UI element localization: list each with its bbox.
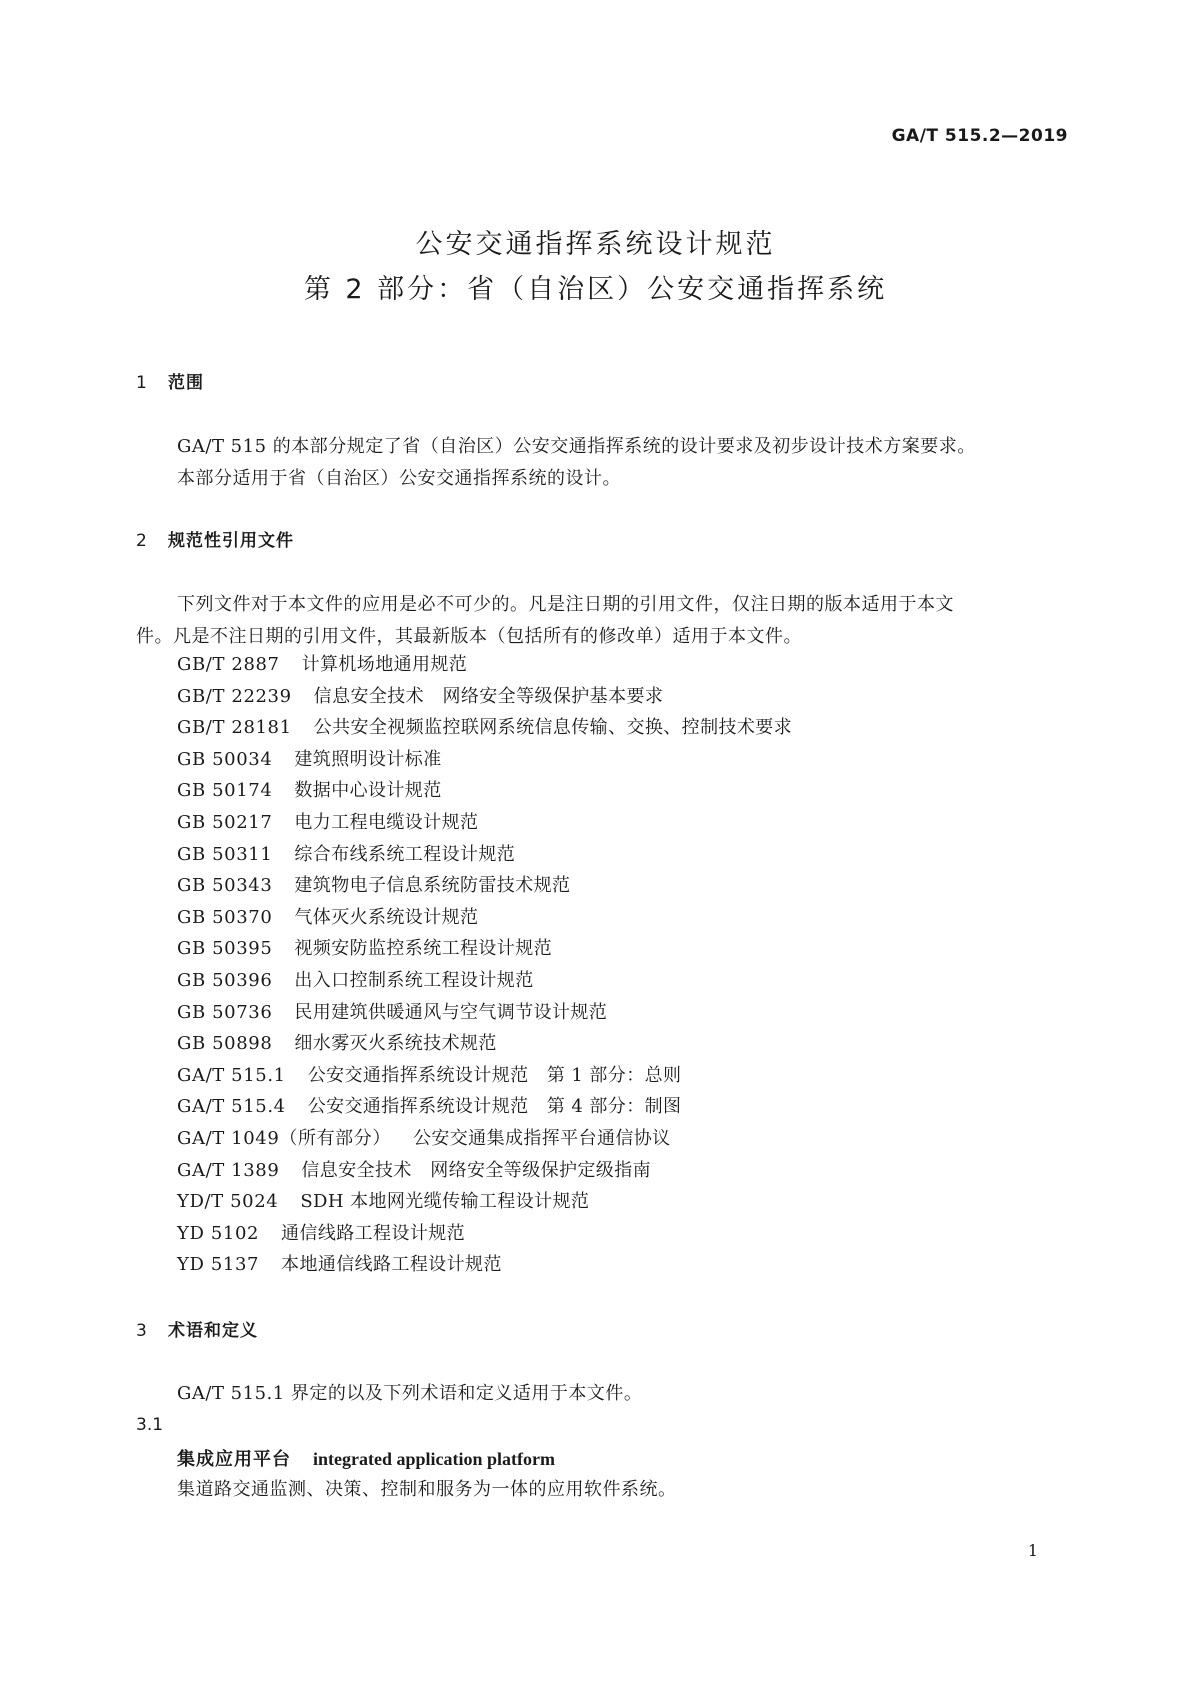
- reference-code: GA/T 1049（所有部分）: [177, 1127, 391, 1149]
- reference-item: [177, 811, 792, 846]
- reference-code: GB 50396: [177, 969, 273, 991]
- section-3-heading: [136, 1323, 258, 1340]
- reference-code: GB/T 28181: [177, 717, 292, 739]
- reference-code: GB 50343: [177, 875, 273, 897]
- reference-item: [177, 877, 792, 909]
- section-2-heading: [136, 533, 294, 550]
- reference-item: [177, 969, 792, 1004]
- reference-code: GB 50174: [177, 780, 273, 802]
- term-entry: [177, 1450, 555, 1469]
- reference-item: [177, 1035, 792, 1067]
- document-title-line1: 公安交通指挥系统设计规范: [415, 229, 776, 260]
- reference-title: SDH 本地网光缆传输工程设计规范: [300, 1191, 590, 1213]
- reference-code: GA/T 1389: [177, 1159, 280, 1181]
- reference-code: GA/T 515.1: [177, 1064, 286, 1086]
- reference-item: [177, 1127, 792, 1162]
- reference-code: GB/T 22239: [177, 685, 292, 707]
- reference-item: [177, 656, 792, 688]
- reference-item: [177, 1256, 792, 1288]
- section-1-heading: [136, 375, 204, 392]
- section-1-paragraph-1: GA/T 515 的本部分规定了省（自治区）公安交通指挥系统的设计要求及初步设计技术方案要求。: [177, 436, 976, 457]
- reference-title: 本地通信线路工程设计规范: [281, 1254, 502, 1276]
- reference-title: 电力工程电缆设计规范: [294, 811, 479, 833]
- reference-title: 公共安全视频监控联网系统信息传输、交换、控制技术要求: [313, 717, 793, 739]
- section-2-number: 2: [136, 531, 148, 551]
- term-english: integrated application platform: [313, 1449, 555, 1469]
- reference-title: 建筑照明设计标准: [294, 748, 442, 770]
- term-definition: 集道路交通监测、决策、控制和服务为一体的应用软件系统。: [177, 1479, 677, 1500]
- reference-title: 计算机场地通用规范: [301, 654, 468, 675]
- reference-title: 公安交通指挥系统设计规范 第 1 部分：总则: [307, 1064, 682, 1086]
- reference-code: GB 50395: [177, 938, 273, 960]
- section-3-number: 3: [136, 1321, 148, 1341]
- reference-item: [177, 685, 792, 720]
- reference-item: [177, 1159, 792, 1194]
- reference-title: 建筑物电子信息系统防雷技术规范: [294, 875, 571, 897]
- reference-item: [177, 1193, 792, 1225]
- reference-code: YD 5137: [177, 1254, 260, 1276]
- reference-item: [177, 940, 792, 972]
- reference-item: [177, 1098, 792, 1130]
- reference-title: 视频安防监控系统工程设计规范: [294, 938, 552, 960]
- normative-reference-list: [177, 656, 792, 1288]
- reference-item: [177, 748, 792, 783]
- reference-title: 民用建筑供暖通风与空气调节设计规范: [294, 1001, 608, 1023]
- reference-code: GB 50898: [177, 1033, 273, 1055]
- reference-title: 公安交通集成指挥平台通信协议: [412, 1127, 671, 1149]
- section-2-intro-line-2: 件。凡是不注日期的引用文件，其最新版本（包括所有的修改单）适用于本文件。: [136, 626, 802, 647]
- reference-item: [177, 782, 792, 814]
- section-2-intro-line-1: 下列文件对于本文件的应用是必不可少的。凡是注日期的引用文件，仅注日期的版本适用于本文: [177, 594, 954, 615]
- section-3-title: 术语和定义: [168, 1321, 258, 1341]
- reference-code: GB 50034: [177, 748, 273, 770]
- reference-code: GB 50736: [177, 1001, 273, 1023]
- reference-title: 信息安全技术 网络安全等级保护基本要求: [313, 685, 664, 707]
- reference-code: YD 5102: [177, 1222, 260, 1244]
- reference-item: [177, 906, 792, 941]
- section-1-number: 1: [136, 373, 148, 393]
- reference-title: 信息安全技术 网络安全等级保护定级指南: [301, 1159, 651, 1181]
- reference-title: 细水雾灭火系统技术规范: [294, 1033, 497, 1055]
- reference-title: 气体灭火系统设计规范: [294, 906, 479, 928]
- reference-title: 出入口控制系统工程设计规范: [294, 969, 534, 991]
- reference-item: [177, 719, 792, 751]
- section-1-paragraph-2: 本部分适用于省（自治区）公安交通指挥系统的设计。: [177, 468, 621, 489]
- standard-code: GA/T 515.2—2019: [891, 126, 1068, 146]
- reference-title: 通信线路工程设计规范: [281, 1222, 466, 1244]
- reference-item: [177, 1222, 792, 1257]
- term-chinese: 集成应用平台: [177, 1449, 291, 1470]
- reference-code: GA/T 515.4: [177, 1096, 286, 1118]
- reference-code: GB 50370: [177, 906, 273, 928]
- section-2-title: 规范性引用文件: [168, 531, 294, 551]
- reference-code: GB 50311: [177, 843, 273, 865]
- reference-code: GB/T 2887: [177, 654, 280, 675]
- reference-title: 公安交通指挥系统设计规范 第 4 部分：制图: [307, 1096, 682, 1118]
- reference-item: [177, 1001, 792, 1036]
- reference-code: YD/T 5024: [177, 1191, 279, 1213]
- reference-code: GB 50217: [177, 811, 273, 833]
- reference-item: [177, 1064, 792, 1099]
- document-title-line2: 第 2 部分：省（自治区）公安交通指挥系统: [303, 274, 888, 305]
- reference-item: [177, 843, 792, 878]
- reference-title: 综合布线系统工程设计规范: [294, 843, 516, 865]
- section-3-intro: GA/T 515.1 界定的以及下列术语和定义适用于本文件。: [177, 1383, 643, 1404]
- page-number: 1: [1027, 1541, 1038, 1560]
- section-1-title: 范围: [168, 373, 204, 393]
- reference-title: 数据中心设计规范: [294, 780, 442, 802]
- term-number: 3.1: [136, 1415, 164, 1435]
